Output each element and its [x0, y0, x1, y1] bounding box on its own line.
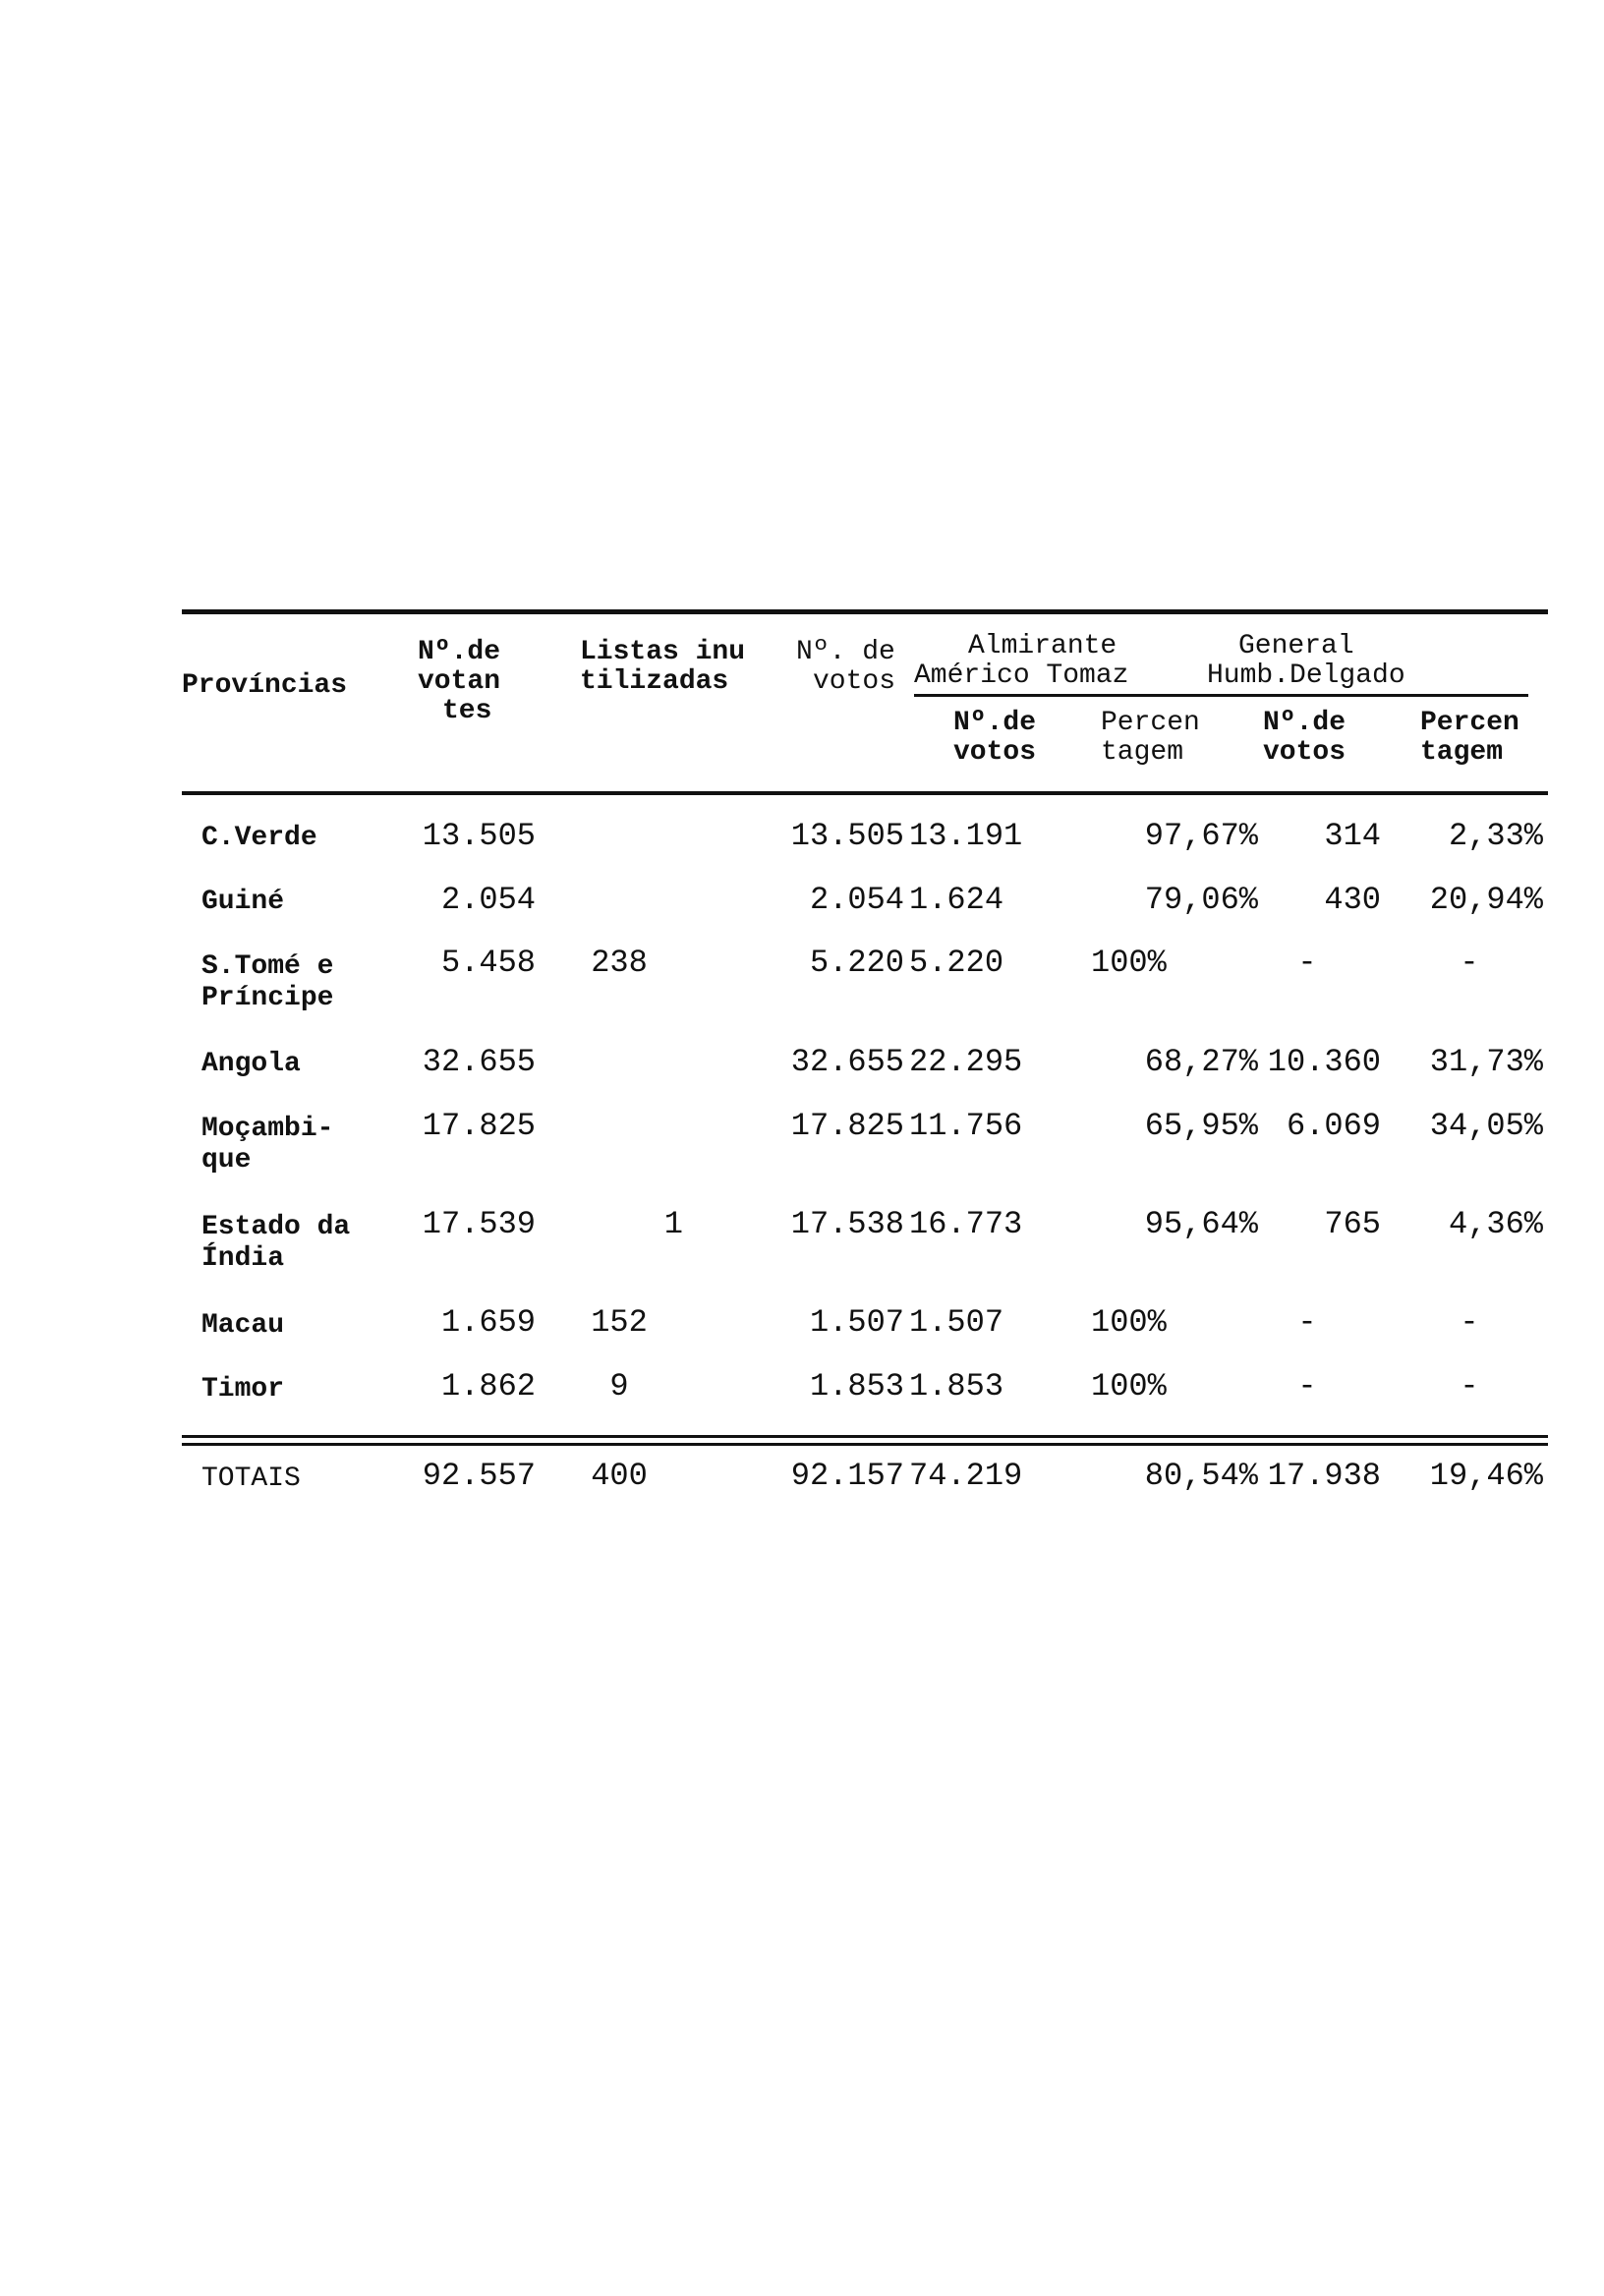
row-votos: 32.655: [790, 1044, 904, 1080]
row-province: Moçambi-: [201, 1114, 334, 1144]
row-province-line2: Índia: [201, 1243, 285, 1274]
row-province: C.Verde: [201, 823, 317, 853]
row-votantes: 17.539: [422, 1206, 536, 1242]
row-hd-votos: -: [1297, 945, 1317, 981]
row-province: Timor: [201, 1374, 285, 1405]
row-votantes: 32.655: [422, 1044, 536, 1080]
row-hd-votos: 765: [1324, 1206, 1381, 1242]
row-at-perc: 100%: [1091, 1368, 1167, 1405]
row-at-perc: 100%: [1091, 945, 1167, 981]
subheader-hd-votos-line2: votos: [1263, 737, 1346, 768]
table-top-rule: [182, 609, 1548, 614]
totals-at-perc: 80,54%: [1144, 1458, 1258, 1494]
row-province-line2: Príncipe: [201, 983, 334, 1013]
row-at-perc: 100%: [1091, 1304, 1167, 1341]
row-hd-votos: 10.360: [1267, 1044, 1381, 1080]
row-at-votos: 1.624: [909, 882, 1004, 918]
header-candidate1-line1: Almirante: [968, 631, 1117, 661]
row-listas: 238: [591, 945, 648, 981]
row-hd-perc: -: [1460, 945, 1479, 981]
row-at-votos: 16.773: [909, 1206, 1023, 1242]
subheader-at-votos-line2: votos: [953, 737, 1037, 768]
totals-hd-perc: 19,46%: [1429, 1458, 1543, 1494]
row-votos: 1.507: [809, 1304, 904, 1341]
header-votantes-line3: tes: [442, 696, 492, 726]
row-hd-perc: -: [1460, 1304, 1479, 1341]
row-votos: 17.538: [790, 1206, 904, 1242]
row-hd-perc: 4,36%: [1448, 1206, 1543, 1242]
totals-at-votos: 74.219: [909, 1458, 1023, 1494]
totals-votantes: 92.557: [422, 1458, 536, 1494]
row-votantes: 13.505: [422, 818, 536, 854]
row-province: Estado da: [201, 1212, 351, 1242]
row-hd-votos: 430: [1324, 882, 1381, 918]
totals-label: TOTAIS: [201, 1464, 301, 1494]
header-listas-line2: tilizadas: [580, 666, 729, 697]
header-votantes-line1: Nº.de: [418, 637, 501, 667]
subheader-hd-perc-line1: Percen: [1420, 708, 1519, 738]
header-candidate2-line2: Humb.Delgado: [1207, 660, 1405, 691]
row-province: Macau: [201, 1310, 285, 1341]
candidates-underline: [914, 694, 1528, 697]
row-votos: 5.220: [809, 945, 904, 981]
row-province: S.Tomé e: [201, 951, 334, 982]
row-votos: 2.054: [809, 882, 904, 918]
row-hd-votos: 6.069: [1286, 1108, 1381, 1144]
row-at-votos: 11.756: [909, 1108, 1023, 1144]
row-hd-perc: 2,33%: [1448, 818, 1543, 854]
row-listas: 9: [609, 1368, 629, 1405]
header-votos-line1: Nº. de: [796, 637, 895, 667]
row-listas: 1: [663, 1206, 683, 1242]
row-votos: 13.505: [790, 818, 904, 854]
subheader-at-perc-line2: tagem: [1101, 737, 1184, 768]
row-at-perc: 97,67%: [1144, 818, 1258, 854]
row-at-perc: 95,64%: [1144, 1206, 1258, 1242]
row-at-votos: 5.220: [909, 945, 1004, 981]
row-province-line2: que: [201, 1145, 252, 1176]
header-votos-line2: votos: [813, 666, 896, 697]
row-hd-perc: 20,94%: [1429, 882, 1543, 918]
totals-votos: 92.157: [790, 1458, 904, 1494]
row-listas: 152: [591, 1304, 648, 1341]
row-province: Guiné: [201, 887, 285, 917]
header-bottom-rule: [182, 791, 1548, 795]
row-at-perc: 65,95%: [1144, 1108, 1258, 1144]
row-at-perc: 79,06%: [1144, 882, 1258, 918]
row-votantes: 1.862: [440, 1368, 536, 1405]
header-provincias: Províncias: [182, 670, 348, 701]
row-at-votos: 1.853: [909, 1368, 1004, 1405]
row-province: Angola: [201, 1049, 301, 1079]
row-hd-perc: 34,05%: [1429, 1108, 1543, 1144]
row-hd-perc: -: [1460, 1368, 1479, 1405]
row-at-votos: 22.295: [909, 1044, 1023, 1080]
header-candidate1-line2: Américo Tomaz: [914, 660, 1129, 691]
row-votantes: 17.825: [422, 1108, 536, 1144]
row-votantes: 5.458: [440, 945, 536, 981]
row-votos: 17.825: [790, 1108, 904, 1144]
totals-listas: 400: [591, 1458, 648, 1494]
subheader-hd-votos-line1: Nº.de: [1263, 708, 1346, 738]
row-at-votos: 1.507: [909, 1304, 1004, 1341]
subheader-hd-perc-line2: tagem: [1420, 737, 1504, 768]
totals-rule-lower: [182, 1443, 1548, 1446]
subheader-at-perc-line1: Percen: [1101, 708, 1200, 738]
row-votos: 1.853: [809, 1368, 904, 1405]
header-listas-line1: Listas inu: [580, 637, 746, 667]
row-hd-votos: -: [1297, 1368, 1317, 1405]
row-hd-perc: 31,73%: [1429, 1044, 1543, 1080]
header-candidate2-line1: General: [1238, 631, 1354, 661]
row-at-perc: 68,27%: [1144, 1044, 1258, 1080]
row-at-votos: 13.191: [909, 818, 1023, 854]
row-votantes: 1.659: [440, 1304, 536, 1341]
row-hd-votos: 314: [1324, 818, 1381, 854]
subheader-at-votos-line1: Nº.de: [953, 708, 1037, 738]
row-hd-votos: -: [1297, 1304, 1317, 1341]
row-votantes: 2.054: [440, 882, 536, 918]
header-votantes-line2: votan: [418, 666, 501, 697]
totals-rule-upper: [182, 1435, 1548, 1438]
totals-hd-votos: 17.938: [1267, 1458, 1381, 1494]
